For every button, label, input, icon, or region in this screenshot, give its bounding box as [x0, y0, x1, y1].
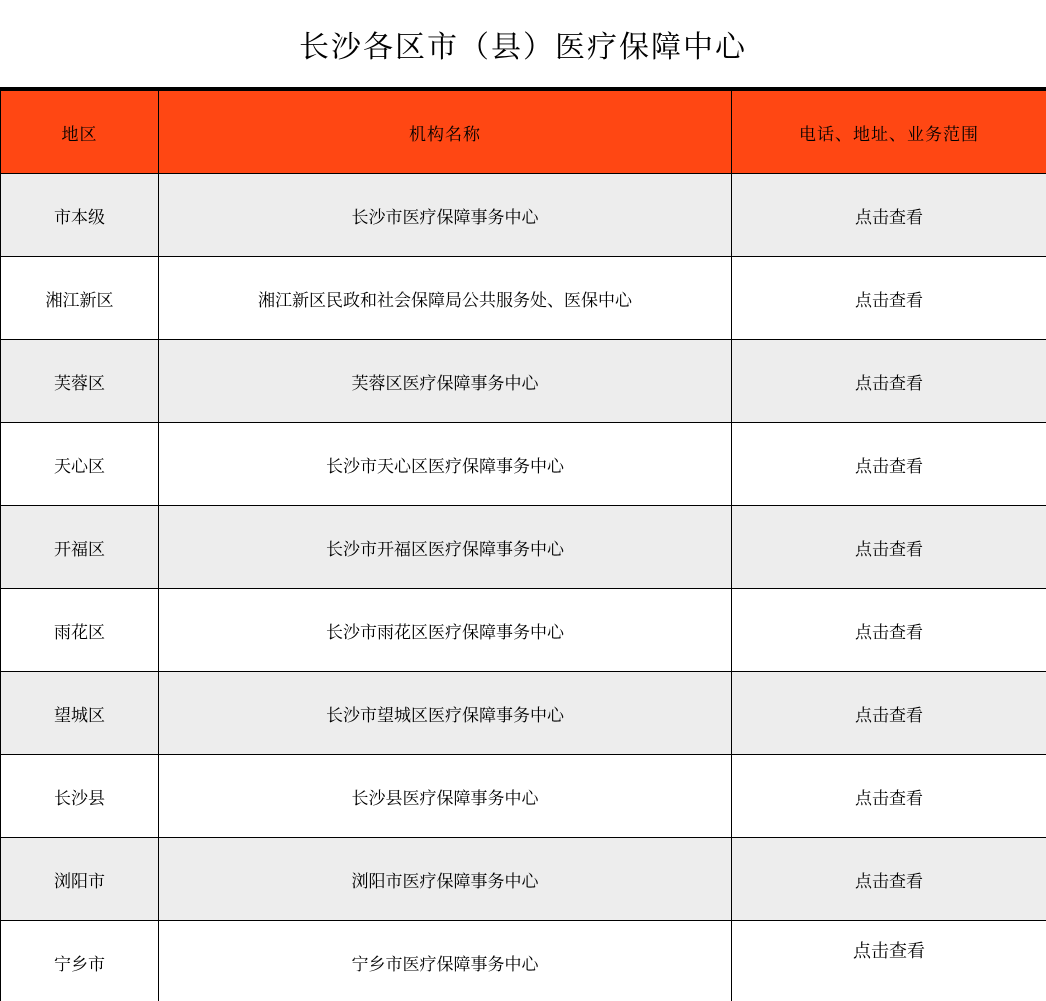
cell-organization: 长沙市雨花区医疗保障事务中心 [159, 589, 732, 672]
table-row [1, 506, 1046, 589]
table-row [1, 257, 1046, 340]
column-header-region: 地区 [1, 91, 159, 174]
view-details-link[interactable]: 点击查看 [855, 290, 923, 310]
cell-contact-link[interactable] [732, 755, 1046, 838]
cell-region: 开福区 [1, 506, 159, 589]
cell-organization: 长沙市医疗保障事务中心 [159, 174, 732, 257]
cell-organization: 长沙市望城区医疗保障事务中心 [159, 672, 732, 755]
cell-contact-link[interactable] [732, 174, 1046, 257]
cell-contact-link[interactable] [732, 589, 1046, 672]
cell-contact-link[interactable] [732, 423, 1046, 506]
cell-organization: 浏阳市医疗保障事务中心 [159, 838, 732, 921]
cell-region: 湘江新区 [1, 257, 159, 340]
column-header-organization: 机构名称 [159, 91, 732, 174]
view-details-link[interactable]: 点击查看 [855, 622, 923, 642]
table-body [1, 174, 1046, 1001]
cell-region: 芙蓉区 [1, 340, 159, 423]
cell-organization: 芙蓉区医疗保障事务中心 [159, 340, 732, 423]
table-row [1, 755, 1046, 838]
table-row [1, 672, 1046, 755]
table-header-row [1, 91, 1046, 174]
cell-region: 望城区 [1, 672, 159, 755]
table-header [1, 91, 1046, 174]
cell-organization: 长沙市开福区医疗保障事务中心 [159, 506, 732, 589]
page-title: 长沙各区市（县）医疗保障中心 [299, 30, 747, 64]
table-row [1, 174, 1046, 257]
view-details-link[interactable]: 点击查看 [855, 705, 923, 725]
cell-organization: 长沙县医疗保障事务中心 [159, 755, 732, 838]
cell-organization: 宁乡市医疗保障事务中心 [159, 921, 732, 1001]
view-details-link[interactable]: 点击查看 [853, 941, 925, 961]
cell-region: 雨花区 [1, 589, 159, 672]
cell-contact-link[interactable] [732, 921, 1046, 1001]
table-row [1, 921, 1046, 1001]
table-row [1, 589, 1046, 672]
cell-contact-link[interactable] [732, 506, 1046, 589]
cell-organization: 长沙市天心区医疗保障事务中心 [159, 423, 732, 506]
cell-region: 天心区 [1, 423, 159, 506]
view-details-link[interactable]: 点击查看 [855, 207, 923, 227]
column-header-contact: 电话、地址、业务范围 [732, 91, 1046, 174]
cell-region: 浏阳市 [1, 838, 159, 921]
table-row [1, 423, 1046, 506]
cell-region: 宁乡市 [1, 921, 159, 1001]
cell-contact-link[interactable] [732, 838, 1046, 921]
cell-region: 长沙县 [1, 755, 159, 838]
cell-region: 市本级 [1, 174, 159, 257]
view-details-link[interactable]: 点击查看 [855, 871, 923, 891]
cell-contact-link[interactable] [732, 672, 1046, 755]
cell-organization: 湘江新区民政和社会保障局公共服务处、医保中心 [159, 257, 732, 340]
view-details-link[interactable]: 点击查看 [855, 456, 923, 476]
view-details-link[interactable]: 点击查看 [855, 539, 923, 559]
cell-contact-link[interactable] [732, 257, 1046, 340]
view-details-link[interactable]: 点击查看 [855, 373, 923, 393]
table-row [1, 838, 1046, 921]
view-details-link[interactable]: 点击查看 [855, 788, 923, 808]
document-title-row [0, 0, 1046, 90]
medical-insurance-centers-table [0, 90, 1046, 1001]
cell-contact-link[interactable] [732, 340, 1046, 423]
table-row [1, 340, 1046, 423]
